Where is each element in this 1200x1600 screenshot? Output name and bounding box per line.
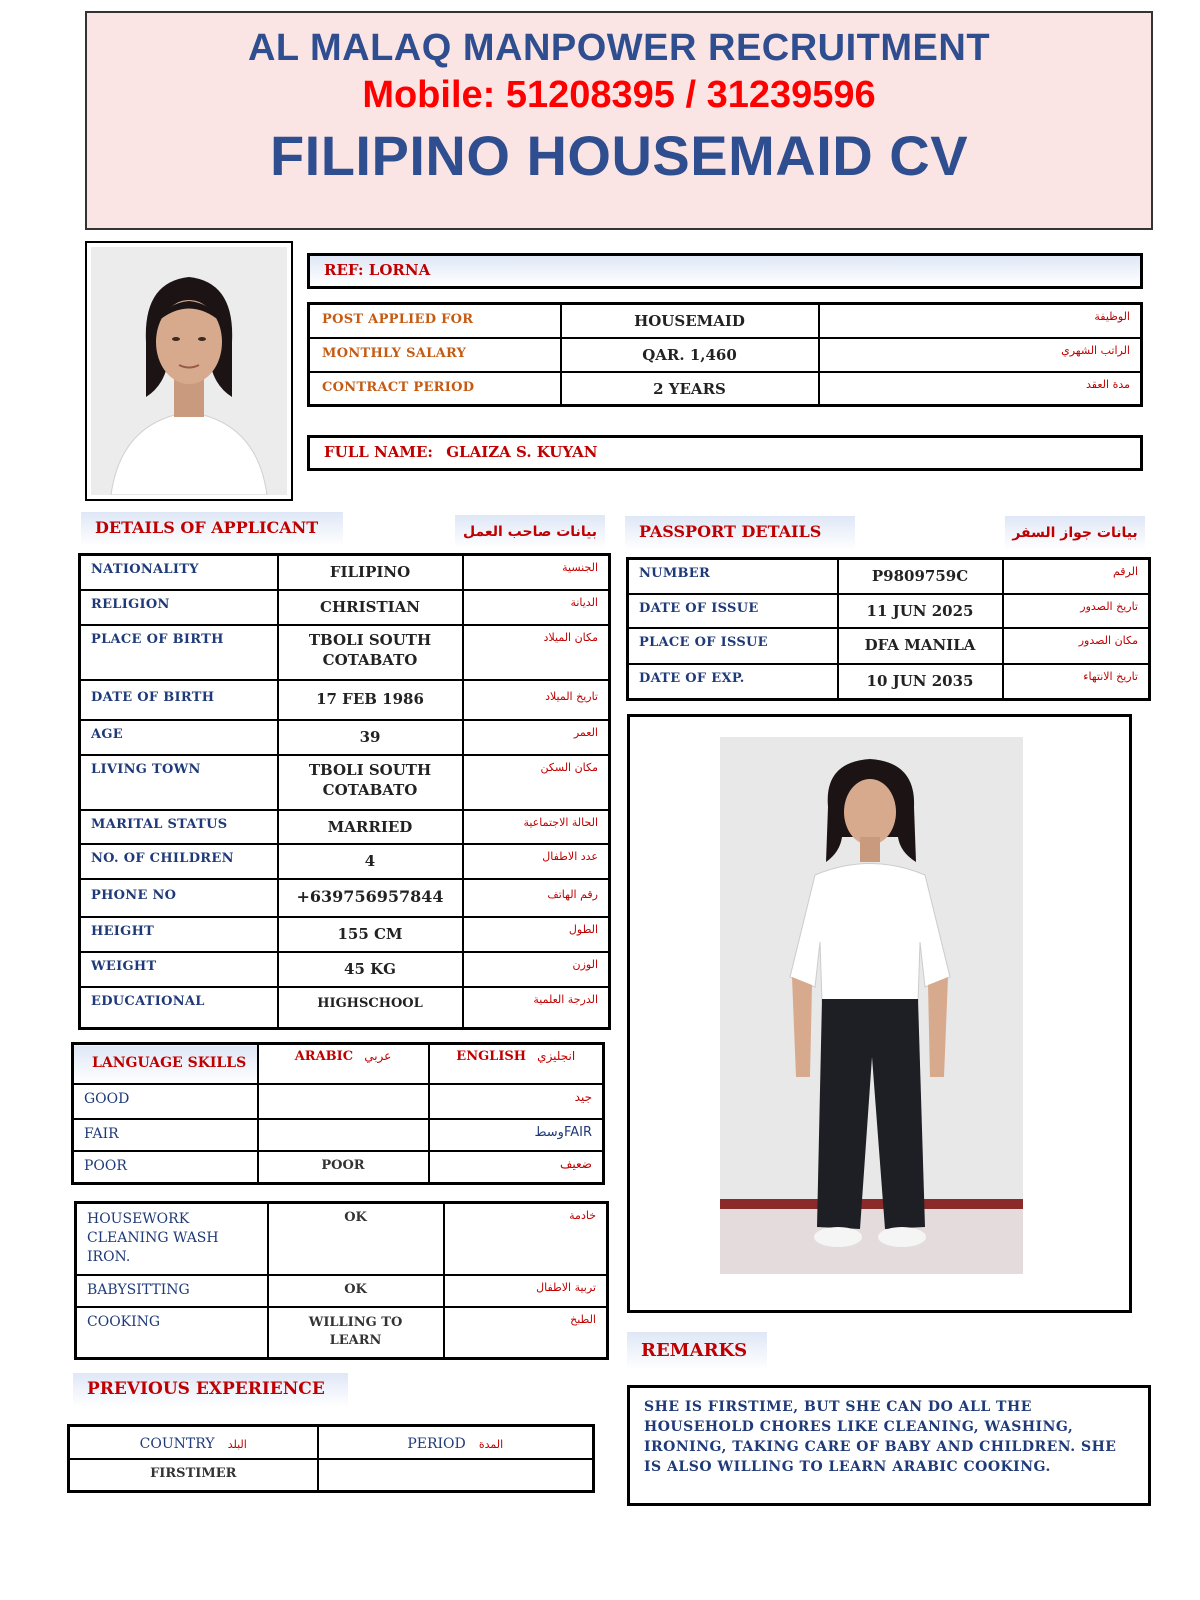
job-row-salary	[309, 338, 1142, 372]
housework-ar: خادمة	[444, 1203, 608, 1275]
country-label: COUNTRY	[139, 1436, 215, 1452]
full-name-label: FULL NAME:	[324, 443, 433, 461]
housework-value: OK	[268, 1203, 444, 1275]
applicant-table	[78, 553, 611, 1030]
experience-title: PREVIOUS EXPERIENCE	[73, 1373, 348, 1407]
skill-row	[76, 1203, 608, 1275]
ref-label: REF: LORNA	[324, 261, 431, 279]
dob-value: 17 FEB 1986	[278, 680, 463, 720]
ref-bar	[307, 253, 1143, 289]
passport-number-label: NUMBER	[628, 559, 838, 594]
height-value: 155 CM	[278, 917, 463, 952]
applicant-row	[80, 755, 610, 810]
salary-label: MONTHLY SALARY	[309, 338, 561, 372]
phone-value: +639756957844	[278, 879, 463, 917]
applicant-row	[80, 590, 610, 625]
language-header-row	[73, 1044, 604, 1084]
education-ar: الدرجة العلمية	[463, 987, 610, 1029]
language-row	[73, 1151, 604, 1184]
arabic-label-ar: عربي	[364, 1049, 392, 1063]
height-ar: الطول	[463, 917, 610, 952]
passport-number-ar: الرقم	[1003, 559, 1150, 594]
portrait-image	[91, 247, 287, 495]
expiry-value: 10 JUN 2035	[838, 664, 1003, 700]
passport-title-ar: بيانات جواز السفر	[1005, 516, 1145, 550]
period-value	[318, 1459, 594, 1492]
post-ar: الوظيفة	[819, 304, 1142, 338]
post-value: HOUSEMAID	[561, 304, 819, 338]
experience-table	[67, 1424, 595, 1493]
town-value: TBOLI SOUTH COTABATO	[278, 755, 463, 810]
skills-table	[74, 1201, 609, 1360]
nationality-ar: الجنسية	[463, 555, 610, 590]
remarks-text: SHE IS FIRSTIME, BUT SHE CAN DO ALL THE HOUSEHOLD CHORES LIKE CLEANING, WASHING, IRONING, TAKING CARE OF BABY AND CHILDREN. SHE IS ALSO WILLING TO LEARN ARABIC COOKING.	[644, 1399, 1117, 1475]
phone-label: PHONE NO	[80, 879, 278, 917]
dob-label: DATE OF BIRTH	[80, 680, 278, 720]
good-arabic	[258, 1084, 429, 1119]
cooking-ar: الطبخ	[444, 1307, 608, 1359]
age-label: AGE	[80, 720, 278, 755]
applicant-row	[80, 917, 610, 952]
birthplace-value: TBOLI SOUTH COTABATO	[278, 625, 463, 680]
fair-label: FAIR	[73, 1119, 258, 1151]
children-value: 4	[278, 844, 463, 879]
full-body-image	[720, 737, 1023, 1274]
applicant-row	[80, 810, 610, 844]
experience-row	[69, 1459, 594, 1492]
contract-label: CONTRACT PERIOD	[309, 372, 561, 406]
expiry-label: DATE OF EXP.	[628, 664, 838, 700]
post-label: POST APPLIED FOR	[309, 304, 561, 338]
fair-english: FAIRوسط	[429, 1119, 604, 1151]
nationality-value: FILIPINO	[278, 555, 463, 590]
company-name: AL MALAQ MANPOWER RECRUITMENT	[247, 27, 991, 69]
full-name-bar	[307, 435, 1143, 471]
country-label-ar: البلد	[227, 1438, 247, 1451]
contract-value: 2 YEARS	[561, 372, 819, 406]
birthplace-label: PLACE OF BIRTH	[80, 625, 278, 680]
remarks-box	[627, 1385, 1151, 1506]
language-row	[73, 1119, 604, 1151]
poor-arabic: POOR	[258, 1151, 429, 1184]
religion-label: RELIGION	[80, 590, 278, 625]
remarks-title: REMARKS	[627, 1332, 767, 1370]
applicant-row	[80, 879, 610, 917]
job-table	[307, 302, 1143, 407]
passport-title: PASSPORT DETAILS	[625, 516, 855, 550]
applicant-row	[80, 555, 610, 590]
religion-ar: الديانة	[463, 590, 610, 625]
header-banner	[85, 11, 1153, 230]
education-value: HIGHSCHOOL	[278, 987, 463, 1029]
town-ar: مكان السكن	[463, 755, 610, 810]
cooking-label: COOKING	[76, 1307, 268, 1359]
children-label: NO. OF CHILDREN	[80, 844, 278, 879]
experience-header-row	[69, 1426, 594, 1459]
religion-value: CHRISTIAN	[278, 590, 463, 625]
children-ar: عدد الاطفال	[463, 844, 610, 879]
skill-row	[76, 1307, 608, 1359]
education-label: EDUCATIONAL	[80, 987, 278, 1029]
town-label: LIVING TOWN	[80, 755, 278, 810]
weight-value: 45 KG	[278, 952, 463, 987]
applicant-title: DETAILS OF APPLICANT	[81, 512, 343, 546]
period-label: PERIOD	[407, 1436, 466, 1452]
language-title: LANGUAGE SKILLS	[92, 1055, 247, 1071]
weight-ar: الوزن	[463, 952, 610, 987]
full-body-photo	[627, 714, 1132, 1313]
english-label: ENGLISH	[456, 1049, 527, 1064]
applicant-title-ar: بيانات صاحب العمل	[455, 515, 605, 549]
applicant-row	[80, 720, 610, 755]
applicant-row	[80, 625, 610, 680]
contract-ar: مدة العقد	[819, 372, 1142, 406]
issue-place-ar: مكان الصدور	[1003, 628, 1150, 664]
fair-arabic	[258, 1119, 429, 1151]
marital-label: MARITAL STATUS	[80, 810, 278, 844]
issue-place-label: PLACE OF ISSUE	[628, 628, 838, 664]
housework-label: HOUSEWORK CLEANING WASH IRON.	[76, 1203, 268, 1275]
applicant-row	[80, 844, 610, 879]
good-label: GOOD	[73, 1084, 258, 1119]
passport-row	[628, 594, 1150, 628]
issue-place-value: DFA MANILA	[838, 628, 1003, 664]
marital-ar: الحالة الاجتماعية	[463, 810, 610, 844]
issue-date-ar: تاريخ الصدور	[1003, 594, 1150, 628]
poor-english: ضعيف	[429, 1151, 604, 1184]
language-row	[73, 1084, 604, 1119]
full-name-value: GLAIZA S. KUYAN	[446, 443, 598, 461]
poor-label: POOR	[73, 1151, 258, 1184]
age-ar: العمر	[463, 720, 610, 755]
height-label: HEIGHT	[80, 917, 278, 952]
age-value: 39	[278, 720, 463, 755]
phone-ar: رقم الهاتف	[463, 879, 610, 917]
country-value: FIRSTIMER	[69, 1459, 318, 1492]
issue-date-value: 11 JUN 2025	[838, 594, 1003, 628]
job-row-contract	[309, 372, 1142, 406]
applicant-row	[80, 987, 610, 1029]
job-row-post	[309, 304, 1142, 338]
salary-value: QAR. 1,460	[561, 338, 819, 372]
passport-row	[628, 559, 1150, 594]
birthplace-ar: مكان الميلاد	[463, 625, 610, 680]
arabic-label: ARABIC	[294, 1049, 354, 1064]
babysitting-ar: تربية الاطفال	[444, 1275, 608, 1307]
babysitting-label: BABYSITTING	[76, 1275, 268, 1307]
weight-label: WEIGHT	[80, 952, 278, 987]
applicant-row	[80, 952, 610, 987]
good-english: جيد	[429, 1084, 604, 1119]
skill-row	[76, 1275, 608, 1307]
babysitting-value: OK	[268, 1275, 444, 1307]
cooking-value: WILLING TO LEARN	[268, 1307, 444, 1359]
expiry-ar: تاريخ الانتهاء	[1003, 664, 1150, 700]
passport-row	[628, 628, 1150, 664]
passport-number-value: P9809759C	[838, 559, 1003, 594]
dob-ar: تاريخ الميلاد	[463, 680, 610, 720]
salary-ar: الراتب الشهري	[819, 338, 1142, 372]
applicant-row	[80, 680, 610, 720]
period-label-ar: المدة	[478, 1438, 504, 1451]
document-title: FILIPINO HOUSEMAID CV	[269, 124, 969, 187]
english-label-ar: انجليزي	[537, 1049, 576, 1063]
issue-date-label: DATE OF ISSUE	[628, 594, 838, 628]
language-table	[71, 1042, 605, 1185]
passport-table	[626, 557, 1151, 701]
nationality-label: NATIONALITY	[80, 555, 278, 590]
passport-row	[628, 664, 1150, 700]
portrait-photo	[85, 241, 293, 501]
marital-value: MARRIED	[278, 810, 463, 844]
mobile-numbers: Mobile: 51208395 / 31239596	[362, 74, 876, 116]
